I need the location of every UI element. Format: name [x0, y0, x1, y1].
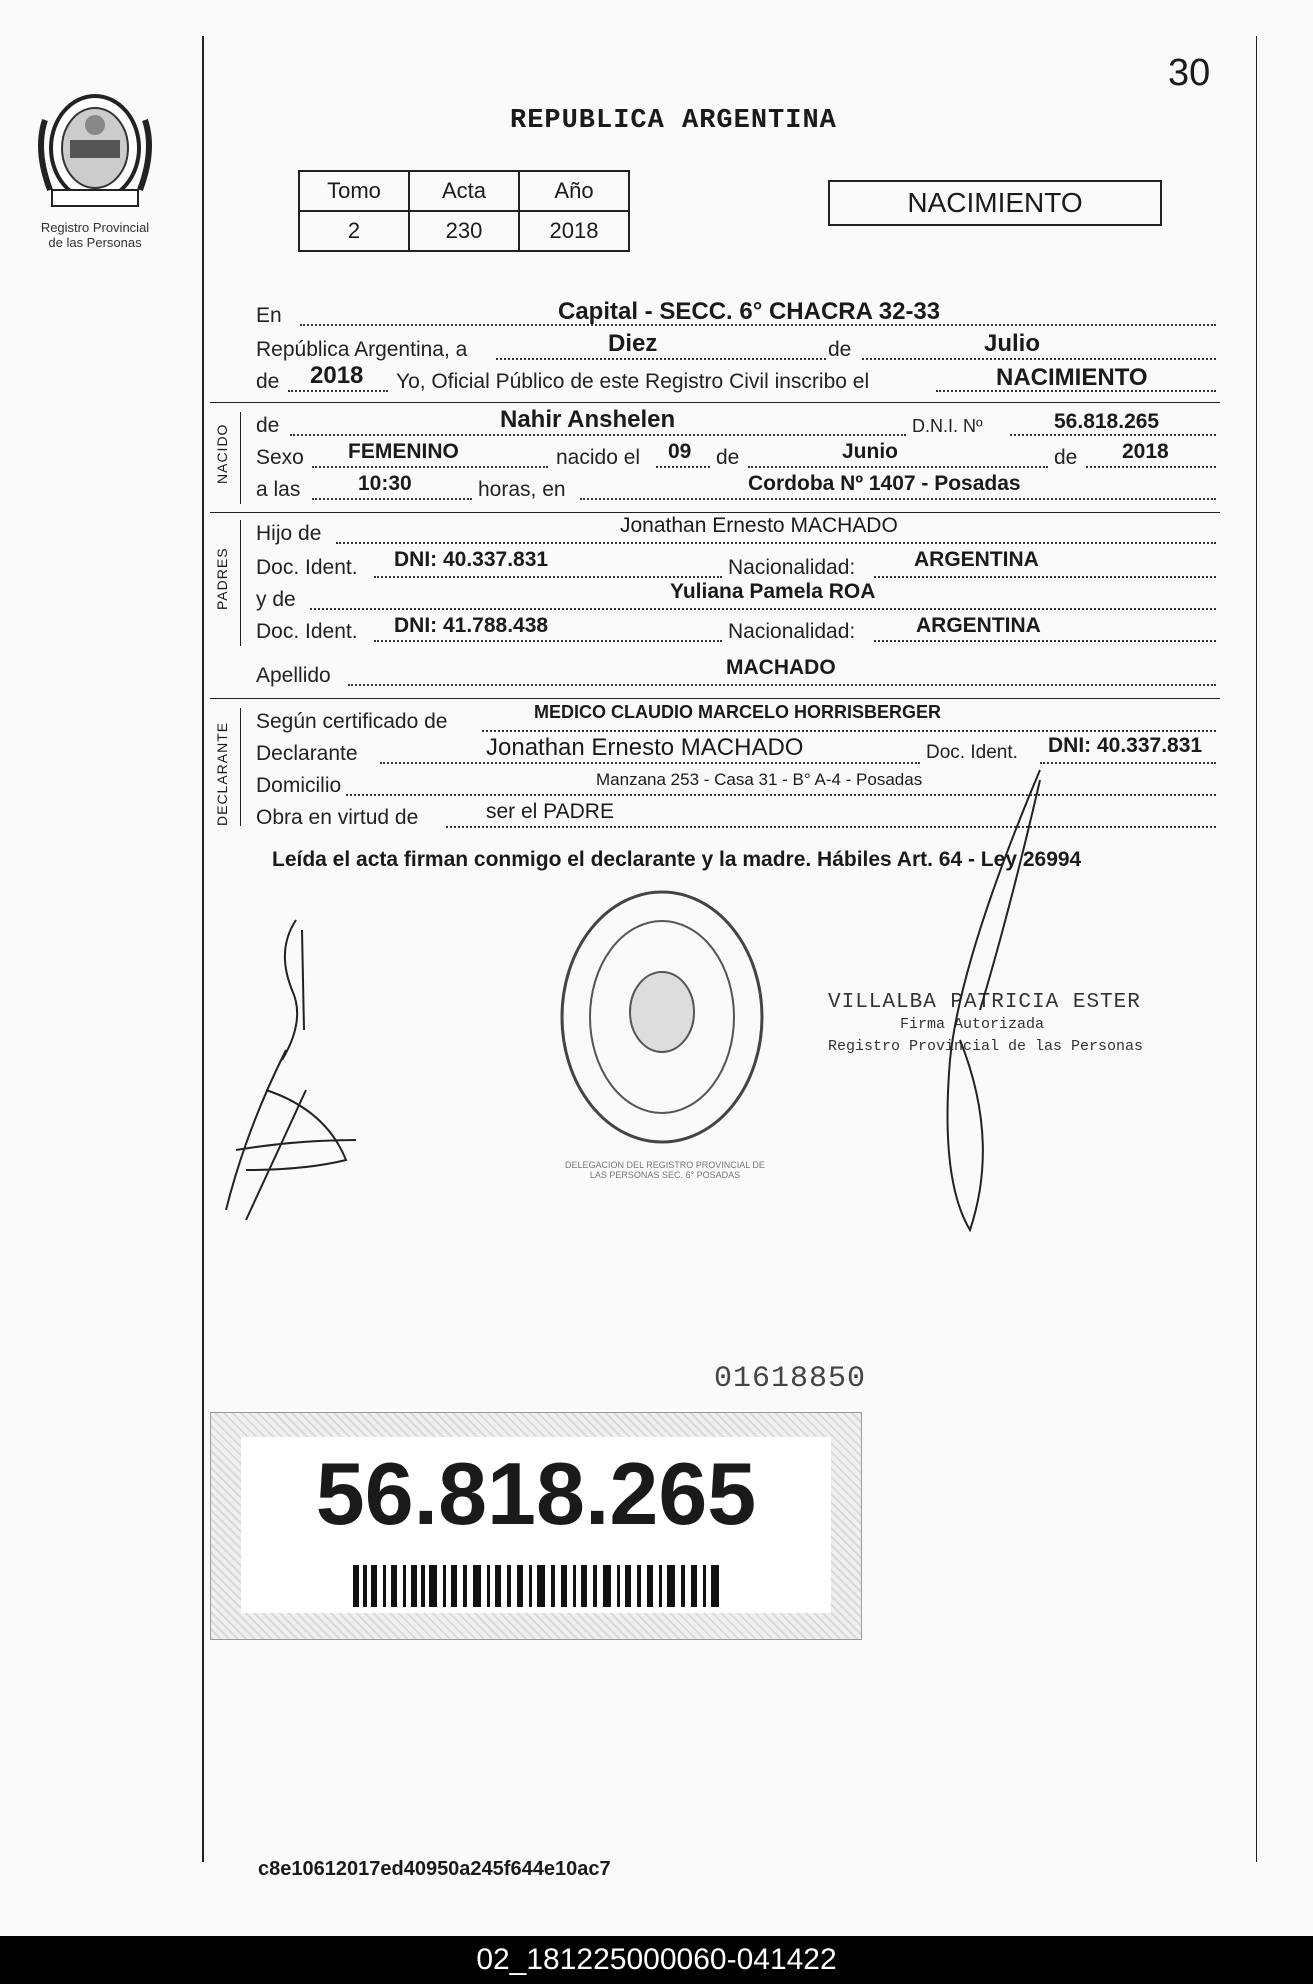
dots [862, 358, 1216, 360]
round-seal-icon [552, 882, 772, 1152]
header-tomo: Tomo [299, 171, 409, 211]
section-bracket [240, 520, 241, 646]
official-office: Registro Provincial de las Personas [828, 1038, 1144, 1055]
father-name: Jonathan Ernesto MACHADO [620, 514, 898, 537]
dots [580, 498, 1216, 500]
mother-doc: DNI: 41.788.438 [394, 614, 549, 637]
hijo-de-label: Hijo de [256, 522, 322, 545]
header-acta: Acta [409, 171, 519, 211]
child-dni: 56.818.265 [1054, 410, 1160, 433]
logo-caption [20, 220, 170, 250]
logo-caption-line1: Registro Provincial [40, 220, 150, 235]
mother-nationality: ARGENTINA [916, 614, 1041, 637]
doc-ident-label: Doc. Ident. [256, 620, 358, 643]
apellido-value: MACHADO [726, 656, 836, 679]
province-seal-icon [30, 80, 160, 215]
day-value: Diez [608, 330, 658, 357]
obra-label: Obra en virtud de [256, 806, 419, 829]
dots [446, 826, 1216, 828]
month-value: Julio [984, 330, 1041, 357]
nacionalidad-label: Nacionalidad: [728, 620, 856, 643]
apellido-label: Apellido [256, 664, 331, 687]
dots [656, 466, 710, 468]
dni-band [210, 1412, 862, 1640]
record-table [298, 170, 630, 252]
domicilio-value: Manzana 253 - Casa 31 - B° A-4 - Posadas [596, 770, 923, 789]
declarant-signature-icon [206, 910, 386, 1230]
record-type-box: NACIMIENTO [828, 180, 1162, 226]
dots [374, 576, 722, 578]
declarante-name: Jonathan Ernesto MACHADO [486, 734, 804, 761]
de-label: de [256, 370, 280, 393]
dots [312, 498, 472, 500]
sexo-value: FEMENINO [348, 440, 459, 463]
dots [748, 466, 1048, 468]
value-tomo: 2 [299, 211, 409, 251]
document-hash: c8e10612017ed40950a245f644e10ac7 [258, 1858, 611, 1880]
dni-band-inner [241, 1437, 831, 1613]
horas-label: horas, en [478, 478, 566, 501]
dots [1086, 466, 1216, 468]
declarante-label: Declarante [256, 742, 358, 765]
section-bracket [240, 708, 241, 826]
domicilio-label: Domicilio [256, 774, 342, 797]
dots [288, 390, 388, 392]
dots [380, 762, 920, 764]
closing-text: Leída el acta firman conmigo el declarante y la madre. Hábiles Art. 64 - Ley 26994 [272, 848, 1082, 871]
nacionalidad-label: Nacionalidad: [728, 556, 856, 579]
value-ano: 2018 [519, 211, 629, 251]
dots [336, 542, 1216, 544]
en-label: En [256, 304, 282, 327]
header-ano: Año [519, 171, 629, 211]
dots [496, 358, 826, 360]
dots [482, 730, 1216, 732]
dots [1010, 434, 1216, 436]
seal-inner-text: SEC. 6° POSADAS [661, 1170, 741, 1180]
nacido-el-label: nacido el [556, 446, 641, 469]
y-de-label: y de [256, 588, 296, 611]
father-nationality: ARGENTINA [914, 548, 1039, 571]
father-doc: DNI: 40.337.831 [394, 548, 549, 571]
doc-ident-label: Doc. Ident. [926, 742, 1018, 763]
inscription-type: NACIMIENTO [996, 364, 1148, 391]
dots [874, 640, 1216, 642]
section-divider [210, 512, 1220, 513]
value-acta: 230 [409, 211, 519, 251]
republic-label: República Argentina, a [256, 338, 468, 361]
birth-address: Cordoba Nº 1407 - Posadas [748, 472, 1021, 495]
doc-ident-label: Doc. Ident. [256, 556, 358, 579]
padres-side-label: PADRES [214, 547, 230, 610]
dots [1040, 762, 1216, 764]
official-signature-icon [920, 760, 1060, 1240]
certificado-value: MEDICO CLAUDIO MARCELO HORRISBERGER [534, 702, 942, 722]
left-margin-line [202, 36, 204, 1862]
round-seal-text [560, 1160, 770, 1180]
section-divider [210, 402, 1220, 403]
seal-outer-text: DELEGACION DEL REGISTRO PROVINCIAL DE LAS PERSONAS [565, 1160, 765, 1180]
birth-time: 10:30 [358, 472, 412, 495]
footer-bar: 02_181225000060-041422 [0, 1936, 1313, 1984]
obra-value: ser el PADRE [486, 800, 614, 823]
statement-text: Yo, Oficial Público de este Registro Civil inscribo el [396, 370, 870, 393]
de-label: de [828, 338, 852, 361]
official-name: VILLALBA PATRICIA ESTER [828, 991, 1141, 1014]
nacido-side-label: NACIDO [214, 423, 230, 484]
place-value: Capital - SECC. 6° CHACRA 32-33 [558, 298, 941, 325]
page-number: 30 [1168, 52, 1211, 94]
section-bracket [240, 412, 241, 504]
mother-name: Yuliana Pamela ROA [670, 580, 876, 603]
de-label: de [716, 446, 740, 469]
barcode-icon [353, 1565, 723, 1607]
de-label: de [1054, 446, 1078, 469]
dots [348, 684, 1216, 686]
dots [312, 466, 548, 468]
right-margin-line [1256, 36, 1257, 1862]
serial-number: 01618850 [714, 1362, 867, 1396]
country-title: REPUBLICA ARGENTINA [510, 106, 837, 136]
dots [346, 794, 1216, 796]
logo-caption-line2: de las Personas [48, 235, 142, 250]
dots [290, 434, 906, 436]
year-value: 2018 [310, 362, 364, 389]
certificado-label: Según certificado de [256, 710, 448, 733]
a-las-label: a las [256, 478, 301, 501]
birth-day: 09 [668, 440, 692, 463]
nacido-de-label: de [256, 414, 280, 437]
dni-label: D.N.I. Nº [912, 416, 983, 436]
dots [310, 608, 1216, 610]
declarante-side-label: DECLARANTE [214, 721, 230, 826]
birth-month: Junio [842, 440, 898, 463]
declarante-doc: DNI: 40.337.831 [1048, 734, 1203, 757]
section-divider [210, 698, 1220, 699]
birth-year: 2018 [1122, 440, 1169, 463]
dni-band-number: 56.818.265 [315, 1444, 757, 1543]
official-title: Firma Autorizada [900, 1016, 1045, 1033]
sexo-label: Sexo [256, 446, 304, 469]
dots [874, 576, 1216, 578]
dots [374, 640, 722, 642]
child-name: Nahir Anshelen [500, 406, 676, 433]
